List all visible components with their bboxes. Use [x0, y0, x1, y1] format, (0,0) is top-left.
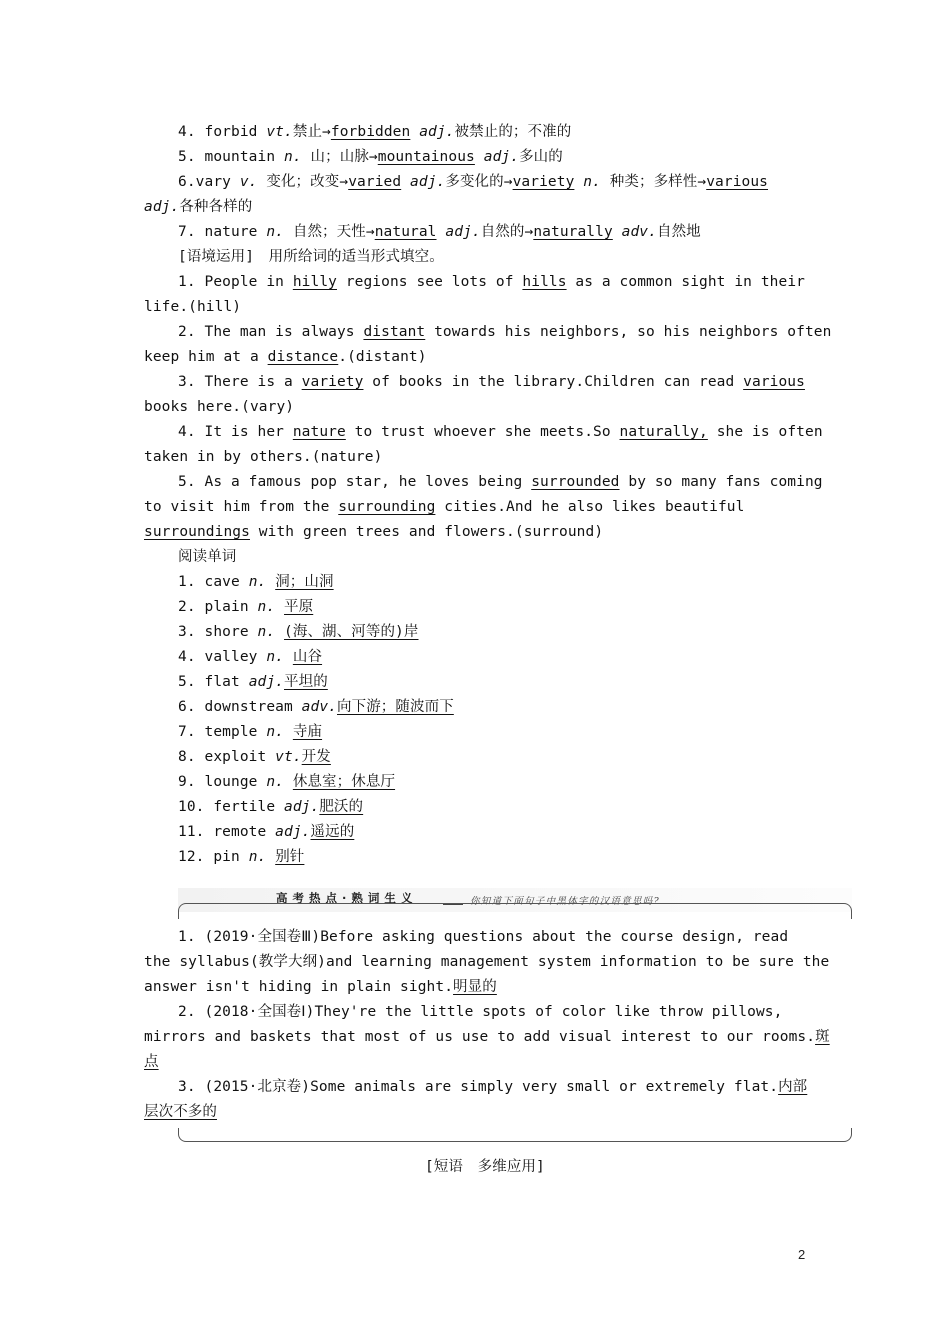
context-item: 2. The man is always distant towards his neighbors, so his neighbors often [178, 324, 832, 340]
context-item: 5. As a famous pop star, he loves being surrounded by so many fans coming [178, 474, 823, 490]
banner-title: 高考热点·熟词生义 [276, 891, 418, 905]
context-item: 4. It is her nature to trust whoever she meets.So naturally, she is often [178, 424, 823, 440]
reading-word: 7. temple n. 寺庙 [178, 724, 323, 740]
word-form-line: 4. forbid vt.禁止→forbidden adj.被禁止的；不准的 [178, 124, 572, 140]
word-form-line: 6.vary v. 变化；改变→varied adj.多变化的→variety n. 种类；多样性→various [178, 174, 769, 190]
reading-word: 4. valley n. 山谷 [178, 649, 323, 665]
context-item-cont: taken in by others.(nature) [144, 449, 383, 465]
context-item-cont: surroundings with green trees and flowers.(surround) [144, 524, 604, 540]
reading-word: 1. cave n. 洞；山洞 [178, 574, 334, 590]
exam-item-cont: the syllabus(教学大纲)and learning management system information to be sure the [144, 954, 830, 970]
exam-item: 3. (2015·北京卷)Some animals are simply very small or extremely flat.内部 [178, 1079, 808, 1095]
banner-hint: 你知道下面句子中黑体字的汉语意思吗? [470, 896, 660, 907]
context-item: 1. People in hilly regions see lots of hills as a common sight in their [178, 274, 805, 290]
reading-word: 12. pin n. 别针 [178, 849, 305, 865]
reading-word: 8. exploit vt.开发 [178, 749, 331, 765]
phrase-heading: [短语 多维应用] [425, 1159, 545, 1175]
exam-item-cont: answer isn't hiding in plain sight.明显的 [144, 979, 497, 995]
reading-word: 3. shore n. (海、湖、河等的)岸 [178, 624, 419, 640]
exam-item-cont: mirrors and baskets that most of us use to add visual interest to our rooms.斑 [144, 1029, 830, 1045]
reading-word: 2. plain n. 平原 [178, 599, 314, 615]
exam-item-cont: 点 [144, 1054, 159, 1070]
reading-word: 5. flat adj.平坦的 [178, 674, 328, 690]
box-frame-top [178, 903, 852, 919]
context-item: 3. There is a variety of books in the library.Children can read various [178, 374, 805, 390]
word-form-line: 7. nature n. 自然；天性→natural adj.自然的→naturally adv.自然地 [178, 224, 701, 240]
reading-heading: 阅读单词 [178, 549, 237, 565]
context-item-cont: life.(hill) [144, 299, 242, 315]
word-form-line-cont: adj.各种各样的 [144, 199, 253, 215]
reading-word: 10. fertile adj.肥沃的 [178, 799, 364, 815]
context-item-cont: to visit him from the surrounding cities.And he also likes beautiful [144, 499, 745, 515]
exam-item: 1. (2019·全国卷Ⅲ)Before asking questions about the course design, read [178, 929, 789, 945]
page-number: 2 [798, 1247, 806, 1262]
reading-word: 9. lounge n. 休息室；休息厅 [178, 774, 396, 790]
context-item-cont: keep him at a distance.(distant) [144, 349, 427, 365]
exam-item-cont: 层次不多的 [144, 1104, 217, 1120]
context-heading: [语境运用] 用所给词的适当形式填空。 [178, 249, 444, 265]
context-item-cont: books here.(vary) [144, 399, 295, 415]
box-frame-bottom [178, 1128, 852, 1142]
word-form-line: 5. mountain n. 山；山脉→mountainous adj.多山的 [178, 149, 563, 165]
reading-word: 6. downstream adv.向下游；随波而下 [178, 699, 454, 715]
exam-item: 2. (2018·全国卷Ⅰ)They're the little spots of color like throw pillows, [178, 1004, 783, 1020]
reading-word: 11. remote adj.遥远的 [178, 824, 355, 840]
